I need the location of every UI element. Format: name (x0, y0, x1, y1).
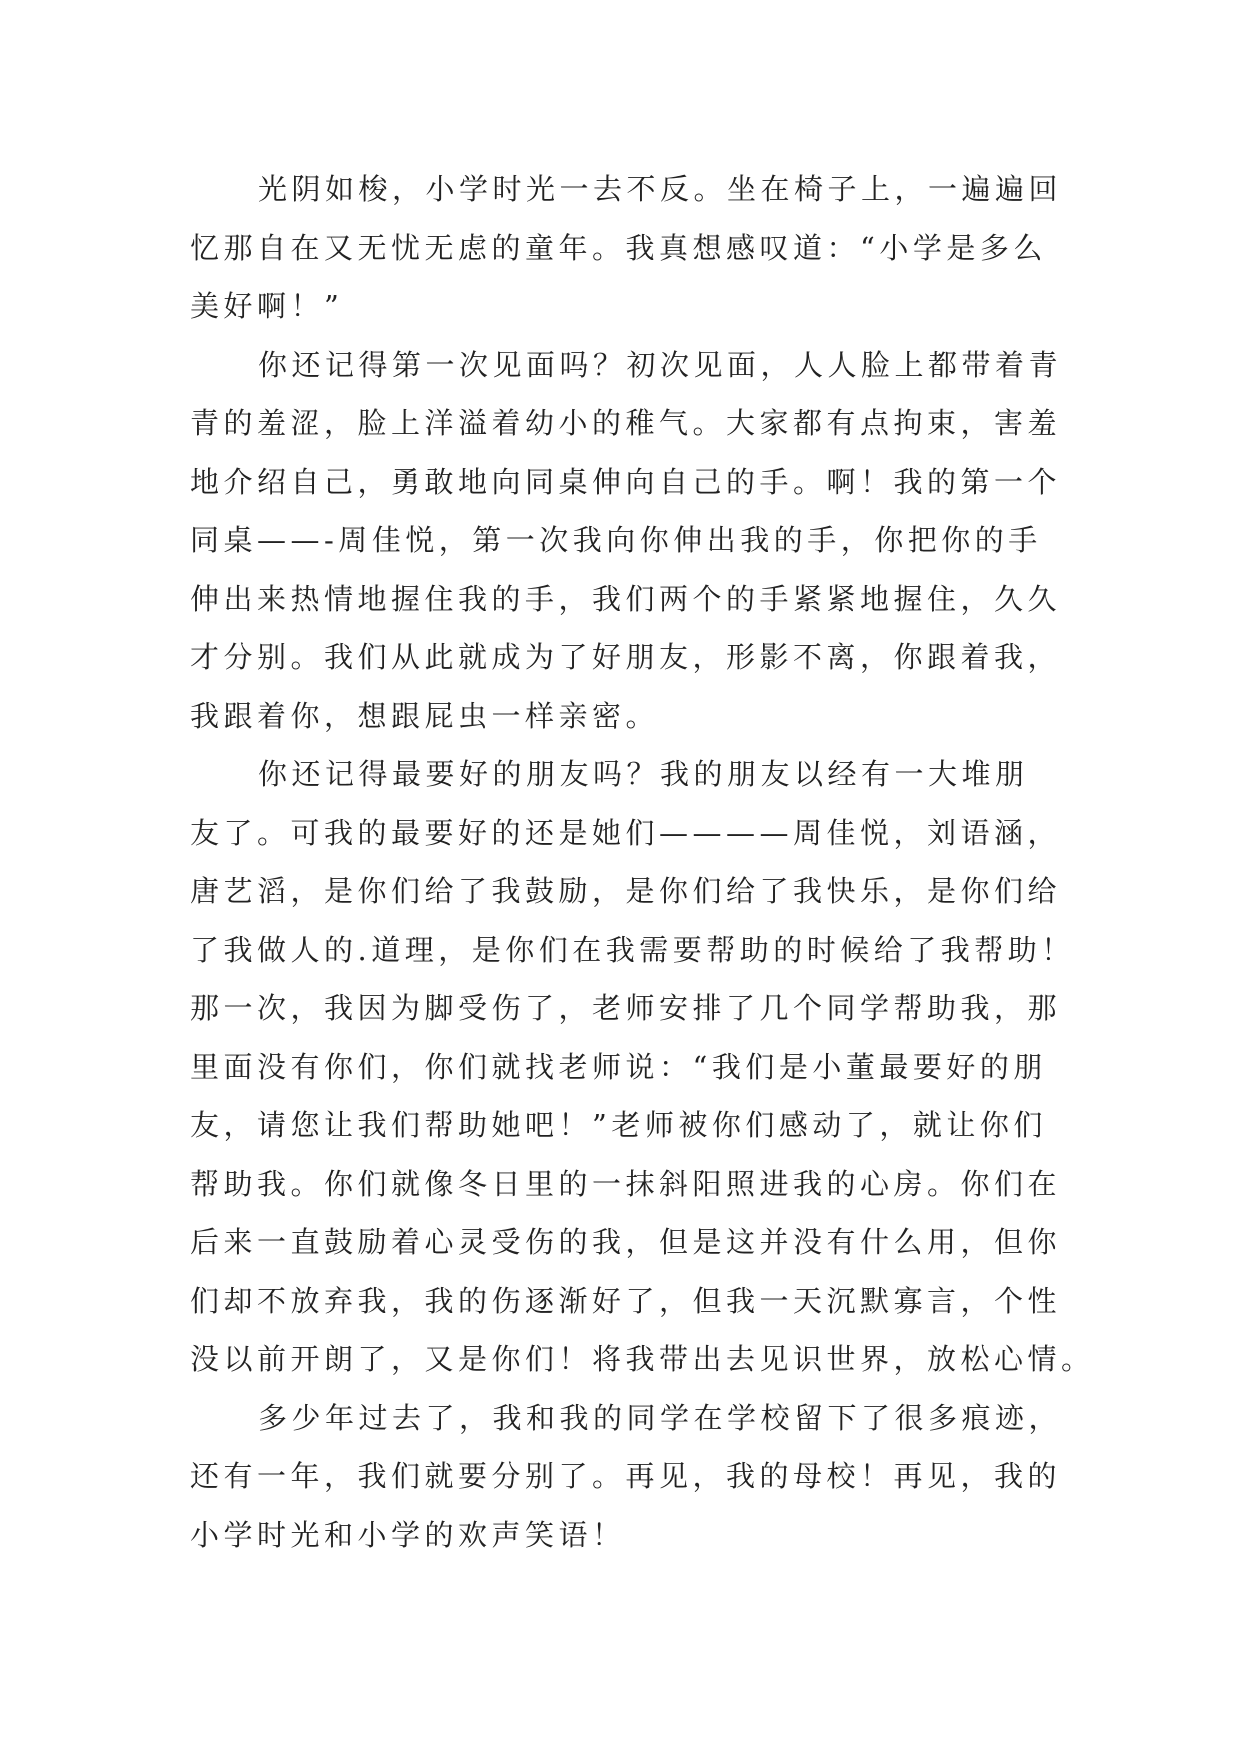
text-line: 唐艺滔，是你们给了我鼓励，是你们给了我快乐，是你们给 (190, 874, 1062, 908)
paragraph-3 (190, 745, 1095, 1389)
paragraph-1 (190, 160, 1070, 336)
text-line: 我跟着你，想跟屁虫一样亲密。 (190, 698, 660, 733)
text-line: 才分别。我们从此就成为了好朋友，形影不离，你跟着我， (190, 640, 1062, 674)
text-line: 小学时光和小学的欢声笑语！ (190, 1517, 626, 1552)
paragraph-4 (190, 1389, 1070, 1565)
text-line: 多少年过去了，我和我的同学在学校留下了很多痕迹， (258, 1400, 1063, 1435)
text-line: 同桌——-周佳悦，第一次我向你伸出我的手，你把你的手 (190, 523, 1042, 557)
text-line: 帮助我。你们就像冬日里的一抹斜阳照进我的心房。你们在 (190, 1166, 1062, 1201)
text-line: 友，请您让我们帮助她吧！”老师被你们感动了，就让你们 (190, 1108, 1047, 1142)
text-line: 忆那自在又无忧无虑的童年。我真想感叹道：“小学是多么 (190, 230, 1047, 265)
text-line: 你还记得最要好的朋友吗？我的朋友以经有一大堆朋 (258, 757, 1029, 791)
text-line: 美好啊！” (190, 289, 344, 323)
text-line: 后来一直鼓励着心灵受伤的我，但是这并没有什么用，但你 (190, 1225, 1062, 1259)
text-line: 里面没有你们，你们就找老师说：“我们是小董最要好的朋 (190, 1049, 1047, 1084)
text-line: 们却不放弃我，我的伤逐渐好了，但我一天沉默寡言，个性 (190, 1283, 1062, 1318)
text-line: 地介绍自己，勇敢地向同桌伸向自己的手。啊！我的第一个 (190, 464, 1062, 499)
text-line: 友了。可我的最要好的还是她们————周佳悦，刘语涵， (190, 815, 1062, 850)
essay-body (190, 160, 1095, 1564)
text-line: 还有一年，我们就要分别了。再见，我的母校！再见，我的 (190, 1459, 1062, 1493)
text-line: 那一次，我因为脚受伤了，老师安排了几个同学帮助我，那 (190, 991, 1062, 1025)
text-line: 没以前开朗了，又是你们！将我带出去见识世界，放松心情。 (190, 1342, 1095, 1376)
paragraph-2 (190, 336, 1070, 746)
text-line: 伸出来热情地握住我的手，我们两个的手紧紧地握住，久久 (190, 581, 1062, 616)
text-line: 光阴如梭，小学时光一去不反。坐在椅子上，一遍遍回 (258, 172, 1063, 206)
text-line: 青的羞涩，脸上洋溢着幼小的稚气。大家都有点拘束，害羞 (190, 406, 1062, 440)
text-line: 你还记得第一次见面吗？初次见面，人人脸上都带着青 (258, 347, 1063, 382)
text-line: 了我做人的.道理，是你们在我需要帮助的时候给了我帮助！ (190, 932, 1075, 967)
